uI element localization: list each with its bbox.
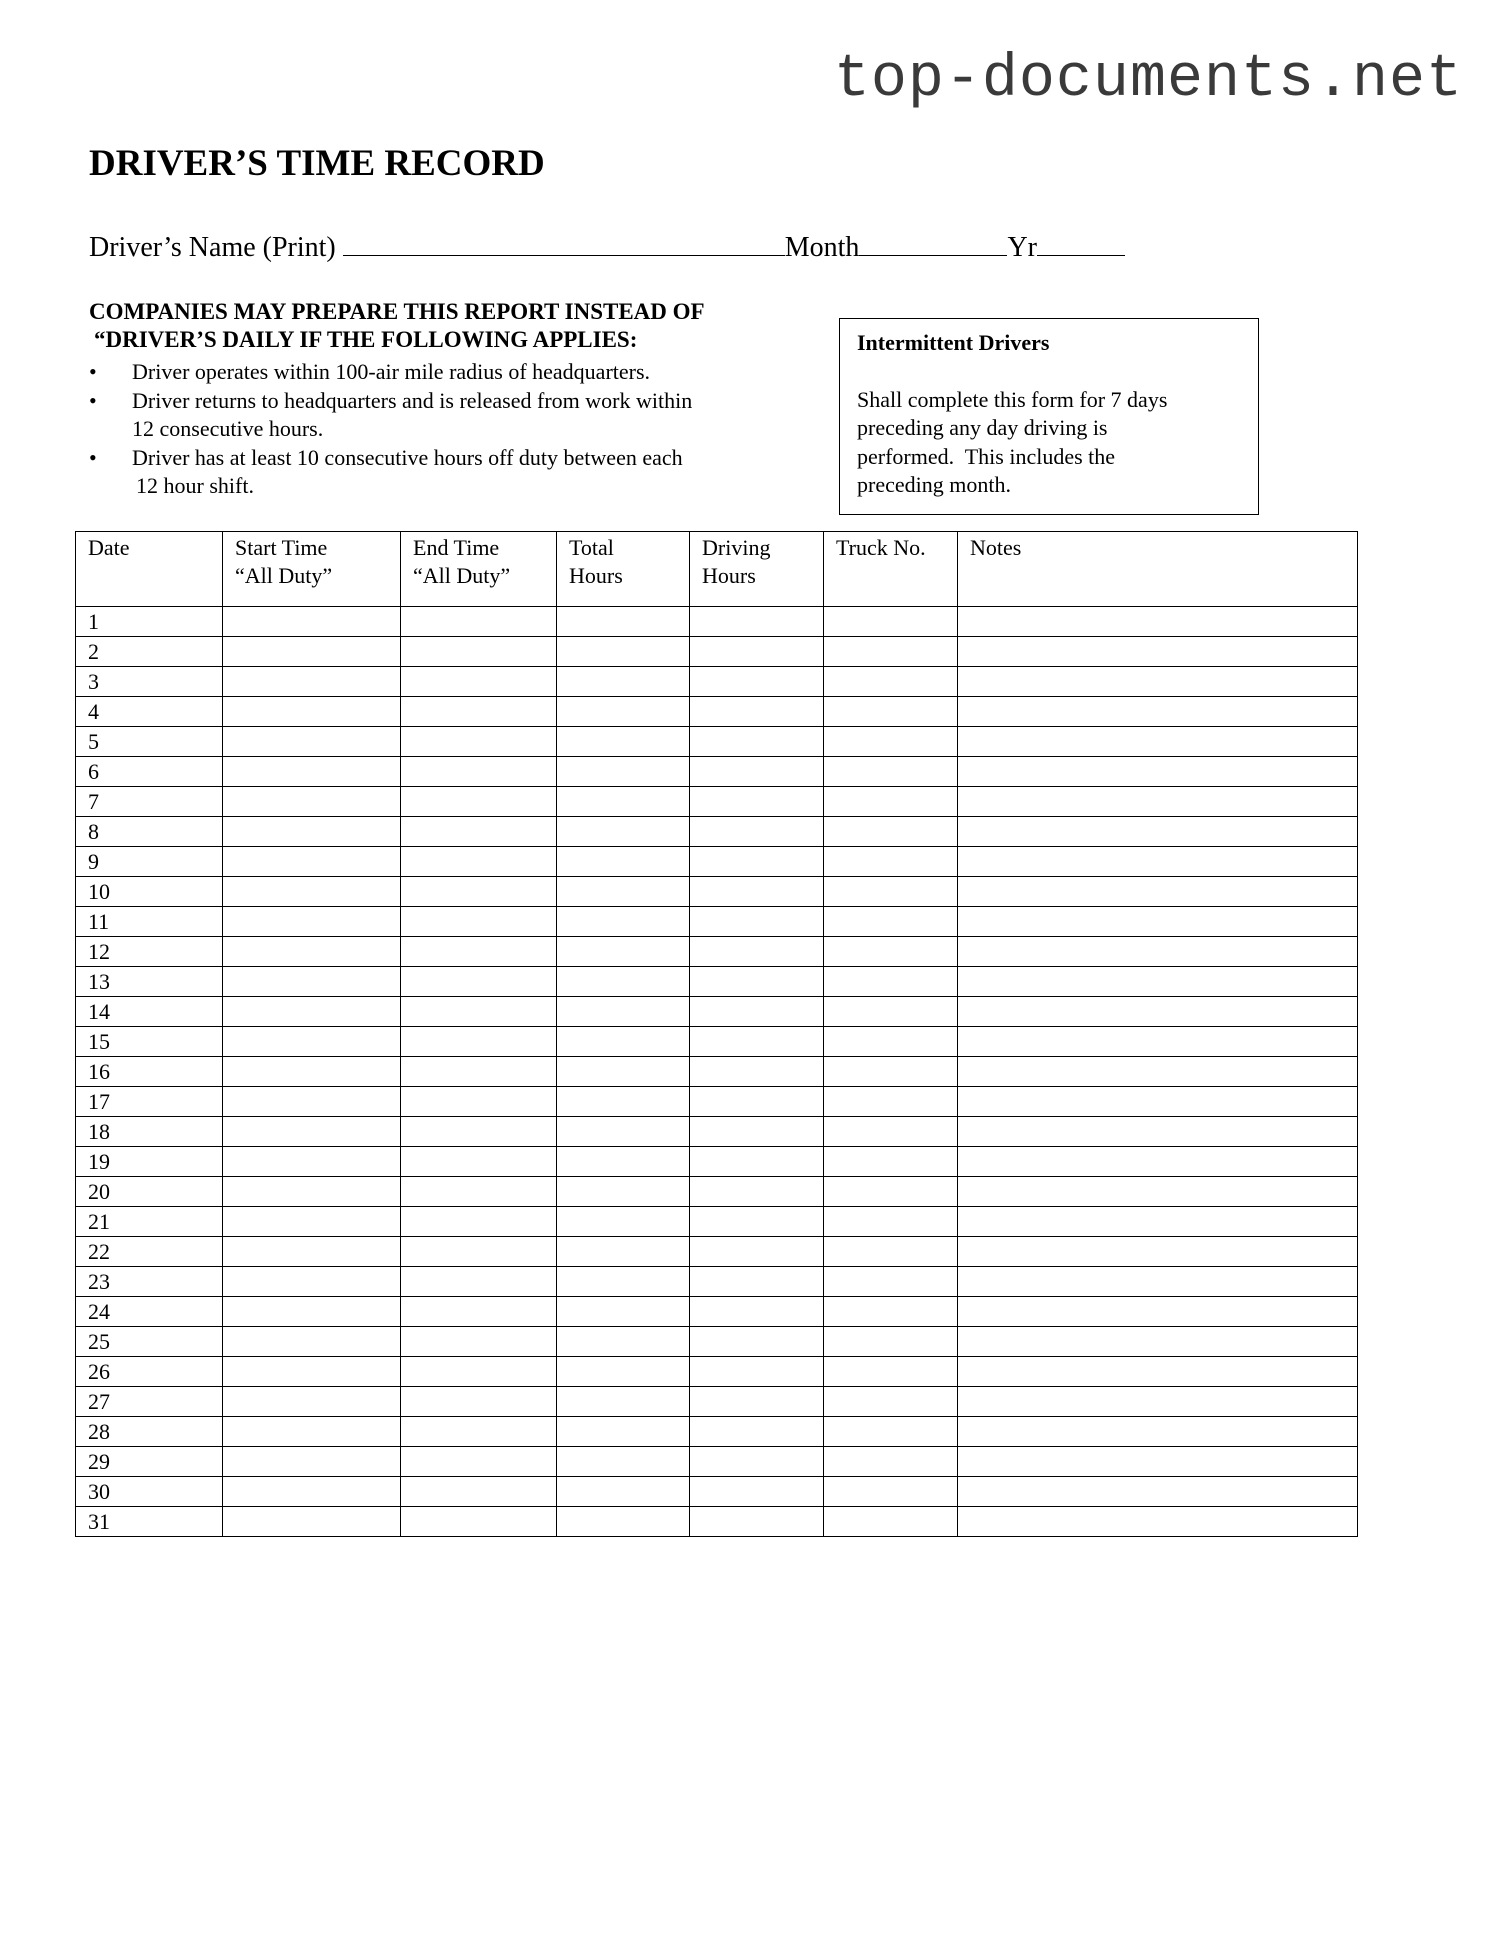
year-field[interactable] [1037,229,1125,256]
date-cell: 10 [76,877,223,907]
driving-hours-cell[interactable] [690,757,824,787]
start-time-cell[interactable] [223,1027,401,1057]
end-time-cell[interactable] [401,1417,557,1447]
start-time-cell[interactable] [223,817,401,847]
driving-hours-cell[interactable] [690,607,824,637]
driving-hours-cell[interactable] [690,907,824,937]
start-time-cell[interactable] [223,1387,401,1417]
truck-no-cell[interactable] [824,1357,958,1387]
notes-cell[interactable] [958,1147,1358,1177]
driving-hours-cell[interactable] [690,847,824,877]
end-time-cell[interactable] [401,607,557,637]
table-row [76,1177,1358,1207]
date-cell: 20 [76,1177,223,1207]
column-header-total-hours: Total Hours [557,532,690,607]
truck-no-cell[interactable] [824,1507,958,1537]
table-row [76,1327,1358,1357]
table-row [76,1447,1358,1477]
start-time-cell[interactable] [223,1267,401,1297]
table-row [76,997,1358,1027]
start-time-cell[interactable] [223,937,401,967]
table-row [76,607,1358,637]
driving-hours-cell[interactable] [690,1447,824,1477]
driving-hours-cell[interactable] [690,1087,824,1117]
total-hours-cell[interactable] [557,637,690,667]
table-row [76,1147,1358,1177]
driving-hours-cell[interactable] [690,937,824,967]
end-time-cell[interactable] [401,817,557,847]
driving-hours-cell[interactable] [690,1417,824,1447]
bullet-icon: • [89,359,97,384]
driving-hours-cell[interactable] [690,1147,824,1177]
end-time-cell[interactable] [401,1027,557,1057]
driver-name-field[interactable] [343,229,785,256]
truck-no-cell[interactable] [824,1237,958,1267]
driving-hours-cell[interactable] [690,787,824,817]
driving-hours-cell[interactable] [690,1237,824,1267]
driving-hours-cell[interactable] [690,997,824,1027]
date-cell: 9 [76,847,223,877]
start-time-cell[interactable] [223,967,401,997]
driver-info-line [89,229,1125,264]
truck-no-cell[interactable] [824,787,958,817]
date-cell: 24 [76,1297,223,1327]
year-label: Yr [1007,232,1037,263]
start-time-cell[interactable] [223,1447,401,1477]
truck-no-cell[interactable] [824,697,958,727]
truck-no-cell[interactable] [824,877,958,907]
notes-cell[interactable] [958,1117,1358,1147]
start-time-cell[interactable] [223,607,401,637]
table-row [76,787,1358,817]
truck-no-cell[interactable] [824,1297,958,1327]
end-time-cell[interactable] [401,1477,557,1507]
end-time-cell[interactable] [401,1177,557,1207]
driving-hours-cell[interactable] [690,1327,824,1357]
notice-bullet-continuation [89,415,692,444]
notes-cell[interactable] [958,757,1358,787]
notes-cell[interactable] [958,1027,1358,1057]
driving-hours-cell[interactable] [690,1177,824,1207]
truck-no-cell[interactable] [824,637,958,667]
date-cell: 29 [76,1447,223,1477]
end-time-cell[interactable] [401,1117,557,1147]
intermittent-drivers-line: preceding month. [857,472,1011,497]
driving-hours-cell[interactable] [690,1027,824,1057]
notice-bullet-text: Driver returns to headquarters and is released from work within [132,387,693,413]
notes-cell[interactable] [958,607,1358,637]
month-label: Month [784,232,860,263]
table-row [76,757,1358,787]
start-time-cell[interactable] [223,1297,401,1327]
total-hours-cell[interactable] [557,1417,690,1447]
notes-cell[interactable] [958,637,1358,667]
table-row [76,1357,1358,1387]
column-header-date: Date [76,532,223,607]
end-time-cell[interactable] [401,937,557,967]
start-time-cell[interactable] [223,1147,401,1177]
notice-bullet-continuation [89,472,692,501]
date-cell: 7 [76,787,223,817]
time-record-table [75,531,1358,1537]
driving-hours-cell[interactable] [690,817,824,847]
notes-cell[interactable] [958,1387,1358,1417]
driving-hours-cell[interactable] [690,667,824,697]
truck-no-cell[interactable] [824,727,958,757]
table-body [76,607,1358,1537]
notice-bullet [89,444,692,473]
start-time-cell[interactable] [223,1477,401,1507]
end-time-cell[interactable] [401,1057,557,1087]
start-time-cell[interactable] [223,1207,401,1237]
date-cell: 6 [76,757,223,787]
truck-no-cell[interactable] [824,1057,958,1087]
date-cell: 16 [76,1057,223,1087]
notes-cell[interactable] [958,967,1358,997]
end-time-cell[interactable] [401,667,557,697]
truck-no-cell[interactable] [824,1147,958,1177]
total-hours-cell[interactable] [557,1057,690,1087]
start-time-cell[interactable] [223,757,401,787]
total-hours-cell[interactable] [557,1267,690,1297]
notes-cell[interactable] [958,1237,1358,1267]
notice-heading [89,298,705,354]
total-hours-cell[interactable] [557,1177,690,1207]
end-time-cell[interactable] [401,757,557,787]
driving-hours-cell[interactable] [690,1207,824,1237]
driving-hours-cell[interactable] [690,1357,824,1387]
date-cell: 28 [76,1417,223,1447]
table-row [76,1027,1358,1057]
truck-no-cell[interactable] [824,757,958,787]
table-row [76,847,1358,877]
end-time-cell[interactable] [401,697,557,727]
total-hours-cell[interactable] [557,1507,690,1537]
start-time-cell[interactable] [223,1177,401,1207]
notes-cell[interactable] [958,1357,1358,1387]
driving-hours-cell[interactable] [690,877,824,907]
driver-name-label: Driver’s Name (Print) [89,232,343,263]
intermittent-drivers-title: Intermittent Drivers [857,330,1050,355]
end-time-cell[interactable] [401,1237,557,1267]
table-row [76,1057,1358,1087]
notes-cell[interactable] [958,937,1358,967]
start-time-cell[interactable] [223,1087,401,1117]
total-hours-cell[interactable] [557,817,690,847]
end-time-cell[interactable] [401,1267,557,1297]
truck-no-cell[interactable] [824,1207,958,1237]
column-header-truck-no: Truck No. [824,532,958,607]
total-hours-cell[interactable] [557,1087,690,1117]
table-row [76,1507,1358,1537]
driving-hours-cell[interactable] [690,727,824,757]
notes-cell[interactable] [958,1057,1358,1087]
table-row [76,937,1358,967]
bullet-icon: • [89,387,97,413]
total-hours-cell[interactable] [557,1117,690,1147]
notes-cell[interactable] [958,727,1358,757]
end-time-cell[interactable] [401,1207,557,1237]
end-time-cell[interactable] [401,877,557,907]
date-cell: 8 [76,817,223,847]
total-hours-cell[interactable] [557,727,690,757]
start-time-cell[interactable] [223,1237,401,1267]
total-hours-cell[interactable] [557,697,690,727]
date-cell: 31 [76,1507,223,1537]
notes-cell[interactable] [958,1447,1358,1477]
notice-bullet-text: Driver has at least 10 consecutive hours off duty between each [132,444,683,470]
table-row [76,727,1358,757]
column-header-notes: Notes [958,532,1358,607]
notice-bullet-text: 12 hour shift. [136,473,254,498]
end-time-cell[interactable] [401,1327,557,1357]
notes-cell[interactable] [958,907,1358,937]
notice-bullet-text: 12 consecutive hours. [132,416,324,441]
notes-cell[interactable] [958,1207,1358,1237]
total-hours-cell[interactable] [557,997,690,1027]
total-hours-cell[interactable] [557,787,690,817]
truck-no-cell[interactable] [824,667,958,697]
date-cell: 14 [76,997,223,1027]
driving-hours-cell[interactable] [690,637,824,667]
driving-hours-cell[interactable] [690,1057,824,1087]
intermittent-drivers-line: preceding any day driving is [857,415,1108,440]
date-cell: 17 [76,1087,223,1117]
table-row [76,967,1358,997]
start-time-cell[interactable] [223,697,401,727]
driving-hours-cell[interactable] [690,1267,824,1297]
start-time-cell[interactable] [223,1417,401,1447]
table-row [76,667,1358,697]
truck-no-cell[interactable] [824,1087,958,1117]
end-time-cell[interactable] [401,1357,557,1387]
intermittent-drivers-box [839,318,1259,515]
column-header-start-time: Start Time “All Duty” [223,532,401,607]
start-time-cell[interactable] [223,997,401,1027]
notes-cell[interactable] [958,697,1358,727]
total-hours-cell[interactable] [557,1327,690,1357]
notes-cell[interactable] [958,817,1358,847]
total-hours-cell[interactable] [557,1447,690,1477]
start-time-cell[interactable] [223,1357,401,1387]
notes-cell[interactable] [958,1507,1358,1537]
date-cell: 12 [76,937,223,967]
date-cell: 25 [76,1327,223,1357]
table-row [76,817,1358,847]
end-time-cell[interactable] [401,967,557,997]
notes-cell[interactable] [958,787,1358,817]
table-row [76,1087,1358,1117]
total-hours-cell[interactable] [557,1477,690,1507]
date-cell: 5 [76,727,223,757]
end-time-cell[interactable] [401,637,557,667]
table-row [76,1417,1358,1447]
date-cell: 3 [76,667,223,697]
notes-cell[interactable] [958,1087,1358,1117]
total-hours-cell[interactable] [557,1207,690,1237]
driving-hours-cell[interactable] [690,1507,824,1537]
truck-no-cell[interactable] [824,1117,958,1147]
table-row [76,697,1358,727]
end-time-cell[interactable] [401,1087,557,1117]
total-hours-cell[interactable] [557,757,690,787]
truck-no-cell[interactable] [824,1417,958,1447]
total-hours-cell[interactable] [557,1387,690,1417]
driving-hours-cell[interactable] [690,1297,824,1327]
bullet-icon: • [89,444,97,470]
truck-no-cell[interactable] [824,1027,958,1057]
notes-cell[interactable] [958,1417,1358,1447]
table-row [76,1477,1358,1507]
end-time-cell[interactable] [401,997,557,1027]
total-hours-cell[interactable] [557,1147,690,1177]
driving-hours-cell[interactable] [690,697,824,727]
end-time-cell[interactable] [401,727,557,757]
table-row [76,1297,1358,1327]
date-cell: 13 [76,967,223,997]
truck-no-cell[interactable] [824,1267,958,1297]
notes-cell[interactable] [958,997,1358,1027]
total-hours-cell[interactable] [557,937,690,967]
end-time-cell[interactable] [401,1387,557,1417]
start-time-cell[interactable] [223,1507,401,1537]
date-cell: 26 [76,1357,223,1387]
total-hours-cell[interactable] [557,847,690,877]
total-hours-cell[interactable] [557,667,690,697]
truck-no-cell[interactable] [824,847,958,877]
start-time-cell[interactable] [223,787,401,817]
driving-hours-cell[interactable] [690,1477,824,1507]
table-row [76,1117,1358,1147]
truck-no-cell[interactable] [824,607,958,637]
end-time-cell[interactable] [401,847,557,877]
start-time-cell[interactable] [223,877,401,907]
truck-no-cell[interactable] [824,907,958,937]
truck-no-cell[interactable] [824,1477,958,1507]
date-cell: 30 [76,1477,223,1507]
total-hours-cell[interactable] [557,1297,690,1327]
table-row [76,1207,1358,1237]
driving-hours-cell[interactable] [690,1387,824,1417]
total-hours-cell[interactable] [557,1237,690,1267]
start-time-cell[interactable] [223,727,401,757]
truck-no-cell[interactable] [824,997,958,1027]
table-row [76,1387,1358,1417]
watermark: top-documents.net [833,46,1463,114]
start-time-cell[interactable] [223,1117,401,1147]
end-time-cell[interactable] [401,787,557,817]
truck-no-cell[interactable] [824,1387,958,1417]
total-hours-cell[interactable] [557,607,690,637]
notes-cell[interactable] [958,1267,1358,1297]
truck-no-cell[interactable] [824,1327,958,1357]
truck-no-cell[interactable] [824,1177,958,1207]
total-hours-cell[interactable] [557,877,690,907]
notice-bullet-text: Driver operates within 100-air mile radius of headquarters. [132,359,651,384]
intermittent-drivers-line: performed. This includes the [857,443,1116,469]
document-title: DRIVER’S TIME RECORD [89,143,545,184]
start-time-cell[interactable] [223,637,401,667]
date-cell: 23 [76,1267,223,1297]
total-hours-cell[interactable] [557,1357,690,1387]
truck-no-cell[interactable] [824,967,958,997]
table-header-row [76,532,1358,607]
end-time-cell[interactable] [401,1507,557,1537]
date-cell: 1 [76,607,223,637]
date-cell: 27 [76,1387,223,1417]
notice-heading-line-1: COMPANIES MAY PREPARE THIS REPORT INSTEAD OF [89,299,705,324]
total-hours-cell[interactable] [557,907,690,937]
truck-no-cell[interactable] [824,1447,958,1477]
table-row [76,907,1358,937]
end-time-cell[interactable] [401,1447,557,1477]
date-cell: 18 [76,1117,223,1147]
notes-cell[interactable] [958,1177,1358,1207]
notes-cell[interactable] [958,1477,1358,1507]
column-header-driving-hours: Driving Hours [690,532,824,607]
notes-cell[interactable] [958,847,1358,877]
driving-hours-cell[interactable] [690,967,824,997]
notice-bullet [89,387,692,416]
notes-cell[interactable] [958,877,1358,907]
table-row [76,1267,1358,1297]
notice-bullet-list [89,358,692,501]
table-row [76,637,1358,667]
start-time-cell[interactable] [223,1057,401,1087]
notes-cell[interactable] [958,1327,1358,1357]
end-time-cell[interactable] [401,1147,557,1177]
total-hours-cell[interactable] [557,1027,690,1057]
notice-heading-line-2: “DRIVER’S DAILY IF THE FOLLOWING APPLIES: [94,327,638,352]
date-cell: 11 [76,907,223,937]
date-cell: 15 [76,1027,223,1057]
column-header-end-time: End Time “All Duty” [401,532,557,607]
end-time-cell[interactable] [401,1297,557,1327]
date-cell: 22 [76,1237,223,1267]
truck-no-cell[interactable] [824,817,958,847]
start-time-cell[interactable] [223,907,401,937]
date-cell: 2 [76,637,223,667]
notice-bullet [89,358,692,387]
start-time-cell[interactable] [223,847,401,877]
intermittent-drivers-line: Shall complete this form for 7 days [857,386,1168,412]
date-cell: 21 [76,1207,223,1237]
notes-cell[interactable] [958,1297,1358,1327]
start-time-cell[interactable] [223,1327,401,1357]
notes-cell[interactable] [958,667,1358,697]
month-field[interactable] [859,229,1007,256]
truck-no-cell[interactable] [824,937,958,967]
date-cell: 4 [76,697,223,727]
total-hours-cell[interactable] [557,967,690,997]
end-time-cell[interactable] [401,907,557,937]
table-row [76,877,1358,907]
table-row [76,1237,1358,1267]
start-time-cell[interactable] [223,667,401,697]
date-cell: 19 [76,1147,223,1177]
driving-hours-cell[interactable] [690,1117,824,1147]
